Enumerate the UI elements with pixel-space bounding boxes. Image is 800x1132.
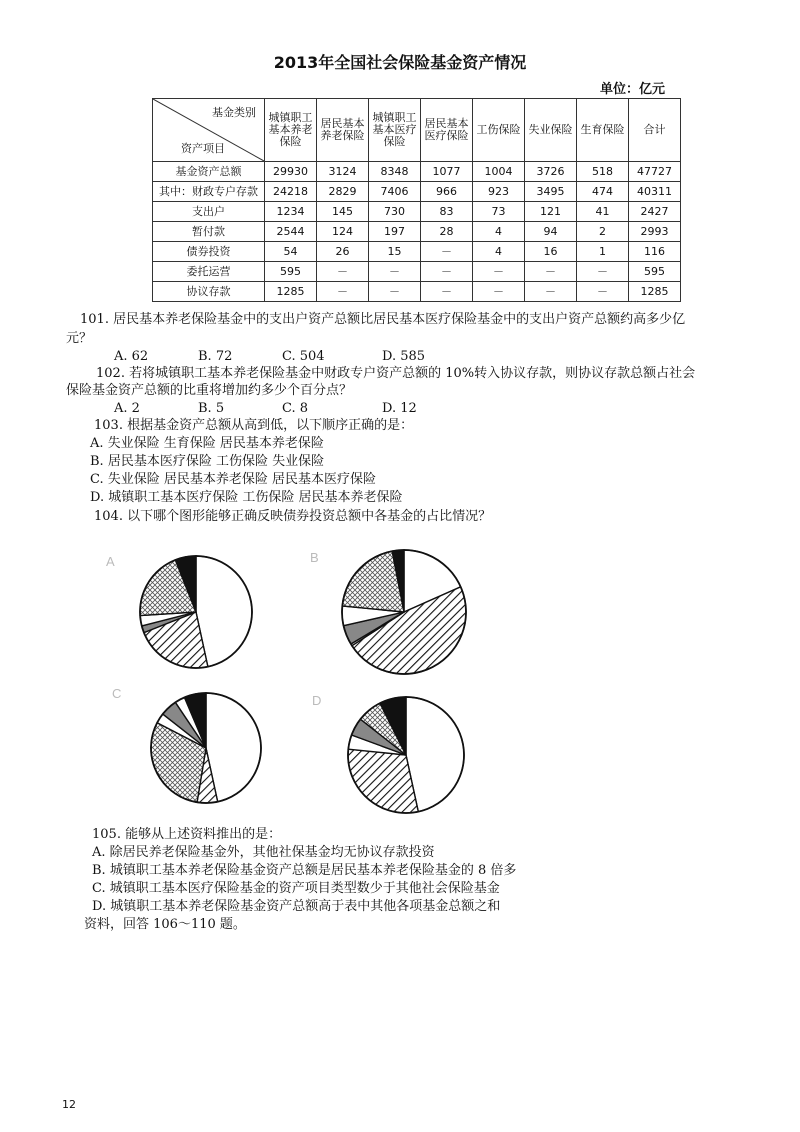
column-header-line: 城镇职工: [268, 111, 313, 124]
table-cell: 40311: [629, 182, 681, 202]
q103-text: 103. 根据基金资产总额从高到低，以下顺序正确的是：: [94, 418, 414, 433]
table-cell: 28: [421, 222, 473, 242]
q101-option: A. 62: [114, 349, 149, 364]
table-cell: －: [317, 262, 369, 282]
table-cell: 730: [369, 202, 421, 222]
table-cell: 3495: [525, 182, 577, 202]
corner-bottom-label: 资产项目: [181, 142, 225, 155]
row-label: 支出户: [153, 202, 265, 222]
table-cell: 474: [577, 182, 629, 202]
table-cell: 1285: [629, 282, 681, 302]
table-cell: 518: [577, 162, 629, 182]
table-cell: 595: [265, 262, 317, 282]
table-cell: 116: [629, 242, 681, 262]
q102-option: B. 5: [198, 401, 225, 416]
row-label: 协议存款: [153, 282, 265, 302]
q103-option: D. 城镇职工基本医疗保险 工伤保险 居民基本养老保险: [90, 490, 403, 505]
column-header-line: 城镇职工: [372, 111, 417, 124]
row-label: 基金资产总额: [153, 162, 265, 182]
q101-text: 101. 居民基本养老保险基金中的支出户资产总额比居民基本医疗保险基金中的支出户资产总额约高多少亿: [80, 312, 686, 327]
table-cell: 124: [317, 222, 369, 242]
table-cell: 121: [525, 202, 577, 222]
table-cell: －: [525, 262, 577, 282]
row-label: 委托运营: [153, 262, 265, 282]
column-header-line: 合计: [643, 123, 666, 136]
column-header-line: 失业保险: [528, 123, 573, 136]
pie-label: C: [112, 686, 122, 701]
table-cell: 966: [421, 182, 473, 202]
unit-label: 单位：亿元: [600, 82, 666, 97]
table-cell: －: [473, 262, 525, 282]
table-cell: 145: [317, 202, 369, 222]
page-title: 2013年全国社会保险基金资产情况: [273, 53, 527, 72]
table-cell: 595: [629, 262, 681, 282]
table-cell: 2: [577, 222, 629, 242]
q105-option: D. 城镇职工基本养老保险基金资产总额高于表中其他各项基金总额之和: [92, 899, 501, 914]
table-cell: 4: [473, 242, 525, 262]
q102-text: 102. 若将城镇职工基本养老保险基金中财政专户资产总额的 10%转入协议存款，则协议存款总额占社会: [96, 366, 696, 381]
table-cell: 24218: [265, 182, 317, 202]
q105-option: A. 除居民养老保险基金外，其他社保基金均无协议存款投资: [92, 845, 435, 860]
table-cell: 94: [525, 222, 577, 242]
q101-text-cont: 元？: [66, 331, 93, 346]
q101-option: D. 585: [382, 349, 426, 364]
q105-option: C. 城镇职工基本医疗保险基金的资产项目类型数少于其他社会保险基金: [92, 881, 500, 896]
column-header-line: 基本养老: [268, 123, 313, 136]
q103-option: A. 失业保险 生育保险 居民基本养老保险: [90, 436, 324, 451]
q102-option: A. 2: [114, 401, 140, 416]
pie-label: D: [312, 693, 322, 708]
table-cell: －: [369, 282, 421, 302]
q102-option: D. 12: [382, 401, 417, 416]
column-header-line: 养老保险: [320, 129, 365, 142]
table-cell: 1: [577, 242, 629, 262]
table-cell: －: [525, 282, 577, 302]
table-cell: 15: [369, 242, 421, 262]
table-cell: －: [421, 242, 473, 262]
q101-option: B. 72: [198, 349, 233, 364]
table-cell: －: [421, 262, 473, 282]
table-cell: －: [577, 262, 629, 282]
column-header-line: 基本医疗: [372, 123, 417, 136]
table-cell: 3726: [525, 162, 577, 182]
column-header-line: 居民基本: [424, 117, 469, 130]
table-cell: 1234: [265, 202, 317, 222]
table-cell: 16: [525, 242, 577, 262]
table-cell: 41: [577, 202, 629, 222]
table-cell: 54: [265, 242, 317, 262]
table-cell: －: [421, 282, 473, 302]
table-cell: －: [317, 282, 369, 302]
q105-text: 105. 能够从上述资料推出的是：: [92, 827, 282, 842]
table-cell: －: [473, 282, 525, 302]
column-header-line: 居民基本: [320, 117, 365, 130]
table-cell: 73: [473, 202, 525, 222]
table-cell: 4: [473, 222, 525, 242]
q101-option: C. 504: [282, 349, 325, 364]
table-cell: 923: [473, 182, 525, 202]
column-header-line: 工伤保险: [476, 123, 521, 136]
row-label: 债券投资: [153, 242, 265, 262]
table-cell: －: [577, 282, 629, 302]
table-cell: 29930: [265, 162, 317, 182]
q102-text-cont: 保险基金资产总额的比重将增加约多少个百分点？: [66, 383, 353, 398]
pie-label: A: [106, 554, 115, 569]
table-cell: 2829: [317, 182, 369, 202]
table-cell: 3124: [317, 162, 369, 182]
pie-label: B: [310, 550, 319, 565]
table-cell: 2427: [629, 202, 681, 222]
next-section-intro: 资料，回答 106～110 题。: [84, 917, 246, 932]
row-label: 暂付款: [153, 222, 265, 242]
q103-option: B. 居民基本医疗保险 工伤保险 失业保险: [90, 454, 325, 469]
table-cell: 8348: [369, 162, 421, 182]
table-cell: 2993: [629, 222, 681, 242]
table-cell: 83: [421, 202, 473, 222]
page-number: 12: [62, 1098, 76, 1111]
table-cell: 26: [317, 242, 369, 262]
table-cell: 47727: [629, 162, 681, 182]
table-cell: －: [369, 262, 421, 282]
q103-option: C. 失业保险 居民基本养老保险 居民基本医疗保险: [90, 472, 377, 487]
table-cell: 7406: [369, 182, 421, 202]
q105-option: B. 城镇职工基本养老保险基金资产总额是居民基本养老保险基金的 8 倍多: [92, 863, 517, 878]
table-cell: 197: [369, 222, 421, 242]
table-cell: 1077: [421, 162, 473, 182]
corner-top-label: 基金类别: [212, 106, 256, 119]
q102-option: C. 8: [282, 401, 309, 416]
row-label: 其中：财政专户存款: [153, 182, 265, 202]
column-header-line: 保险: [279, 135, 302, 148]
q104-text: 104. 以下哪个图形能够正确反映债券投资总额中各基金的占比情况？: [94, 509, 492, 524]
table-cell: 2544: [265, 222, 317, 242]
column-header-line: 生育保险: [580, 123, 625, 136]
column-header-line: 保险: [383, 135, 406, 148]
column-header-line: 医疗保险: [424, 129, 469, 142]
table-cell: 1004: [473, 162, 525, 182]
table-cell: 1285: [265, 282, 317, 302]
